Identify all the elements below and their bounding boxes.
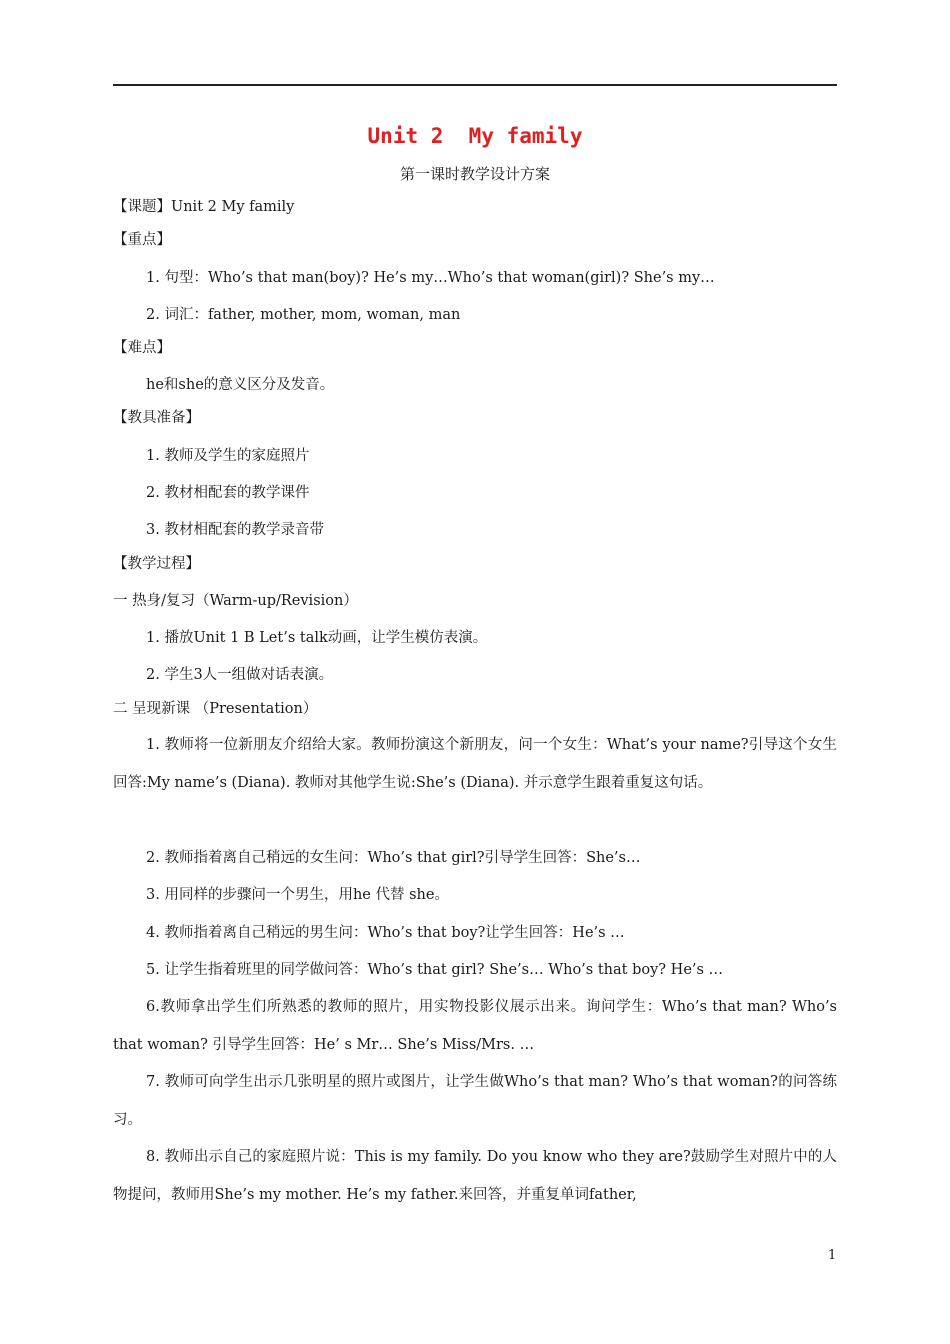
section-heading: 二 呈现新课 （Presentation）	[113, 701, 318, 717]
section-item: 1. 播放Unit 1 B Let’s talk动画，让学生模仿表演。	[146, 630, 488, 646]
presentation-paragraph: 1. 教师将一位新朋友介绍给大家。教师扮演这个新朋友，问一个女生：What’s your name?引导这个女生回答:My name’s (Diana). 教师对其他学生说:She’s (Diana). 并示意学生跟着重复这句话。	[113, 737, 837, 791]
key-points-heading: 【重点】	[113, 232, 171, 248]
presentation-item: 5. 让学生指着班里的同学做问答：Who’s that girl? She’s… Who’s that boy? He’s …	[146, 962, 724, 978]
presentation-paragraph: 7. 教师可向学生出示几张明星的照片或图片，让学生做Who’s that man? Who’s that woman?的问答练习。	[113, 1074, 837, 1128]
section-heading: 一 热身/复习（Warm-up/Revision）	[113, 593, 358, 609]
section-item: 2. 学生3人一组做对话表演。	[146, 667, 334, 683]
header-rule	[113, 84, 837, 86]
material-item: 3. 教材相配套的教学录音带	[146, 522, 324, 538]
document-subtitle: 第一课时教学设计方案	[399, 165, 550, 183]
difficulty-text: he和she的意义区分及发音。	[146, 377, 335, 393]
materials-heading: 【教具准备】	[113, 410, 200, 426]
presentation-item: 3. 用同样的步骤问一个男生，用he 代替 she。	[146, 887, 449, 903]
presentation-item: 2. 教师指着离自己稍远的女生问：Who’s that girl?引导学生回答：She’s…	[146, 850, 641, 866]
difficulty-heading: 【难点】	[113, 340, 171, 356]
key-point-item: 1. 句型：Who’s that man(boy)? He’s my…Who’s that woman(girl)? She’s my…	[146, 270, 715, 286]
material-item: 1. 教师及学生的家庭照片	[146, 448, 310, 464]
process-heading: 【教学过程】	[113, 556, 200, 572]
key-point-item: 2. 词汇：father, mother, mom, woman, man	[146, 307, 461, 323]
presentation-paragraph: 6.教师拿出学生们所熟悉的教师的照片，用实物投影仪展示出来。询问学生：Who’s that man? Who’s that woman? 引导学生回答：He’ s Mr… She’s Miss/Mrs. …	[113, 999, 837, 1053]
topic-line: 【课题】Unit 2 My family	[113, 199, 295, 215]
presentation-item: 4. 教师指着离自己稍远的男生问：Who’s that boy?让学生回答：He’s …	[146, 925, 625, 941]
material-item: 2. 教材相配套的教学课件	[146, 485, 310, 501]
document-title: Unit 2 My family	[367, 124, 583, 148]
page-number: 1	[828, 1248, 837, 1263]
presentation-paragraph: 8. 教师出示自己的家庭照片说：This is my family. Do you know who they are?鼓励学生对照片中的人物提问，教师用She’s my mother. He’s my father.来回答，并重复单词father,	[113, 1149, 837, 1203]
